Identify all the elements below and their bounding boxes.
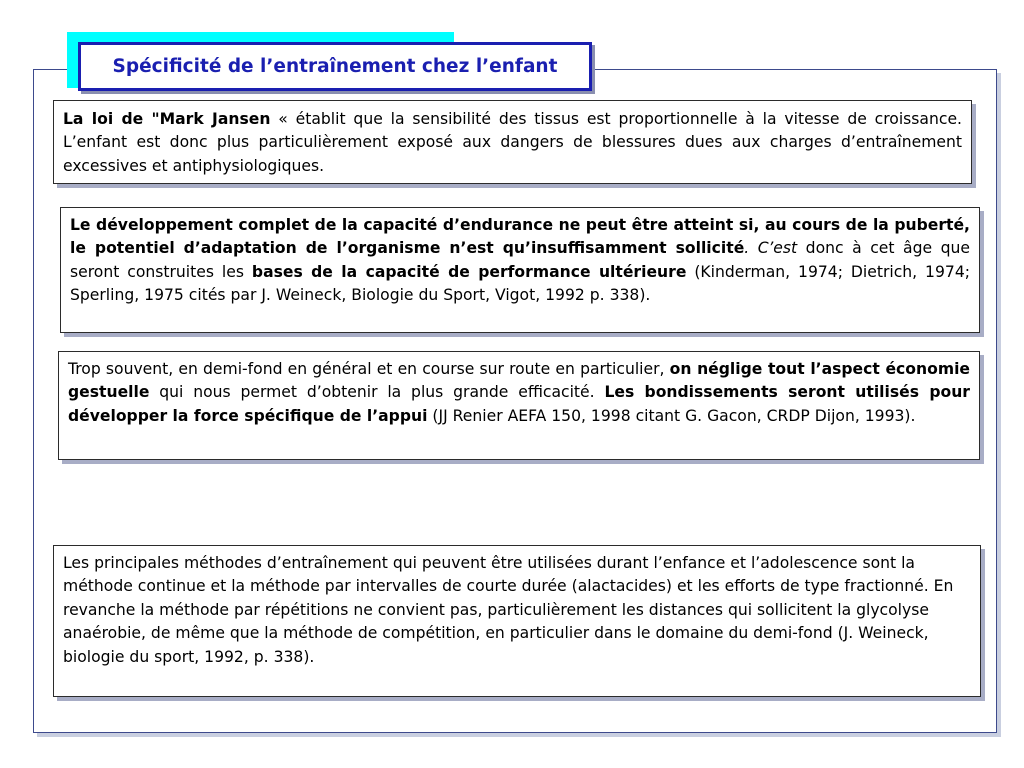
box3-text-3: (JJ Renier AEFA 150, 1998 citant G. Gacon, CRDP Dijon, 1993). <box>427 406 916 425</box>
box2-text-1: donc à cet âge que seront construites les <box>70 239 970 281</box>
text-box-mark-jansen <box>53 100 972 184</box>
box1-bold: La loi de "Mark Jansen <box>63 110 271 128</box>
box3-text-2: qui nous permet d’obtenir la plus grande efficacité. <box>149 383 605 402</box>
title-box <box>78 42 592 91</box>
box2-text-2: (Kinderman, 1974; Dietrich, 1974; Sperling, 1975 cités par J. Weineck, Biologie du Sport, Vigot, 1992 p. 338). <box>70 262 970 305</box>
text-box-endurance <box>60 207 980 333</box>
box2-bold-1: Le développement complet de la capacité d’endurance ne peut être atteint si, au cours de la puberté, le potentiel d’adaptation de l’organisme n’est qu’insuffisamment sollicité <box>70 216 970 258</box>
text-box-methodes <box>53 545 981 697</box>
box3-bold-1: on néglige tout l’aspect économie gestuelle <box>68 360 970 402</box>
slide-title: Spécificité de l’entraînement chez l’enfant <box>112 56 558 77</box>
text-box-demi-fond <box>58 351 980 460</box>
box4-text: Les principales méthodes d’entraînement qui peuvent être utilisées durant l’enfance et l’adolescence sont la méthode continue et la méthode par intervalles de courte durée (alactacides) et les efforts de type fractionné. En revanche la méthode par répétitions ne convient pas, particulièrement les distances qui sollicitent la glycolyse anaérobie, de même que la méthode de compétition, en particulier dans le domaine du demi-fond (J. Weineck, biologie du sport, 1992, p. 338). <box>63 554 954 666</box>
box1-text: « établit que la sensibilité des tissus est proportionnelle à la vitesse de croissance. L’enfant est donc plus particulièrement exposé aux dangers de blessures dues aux charges d’entraînement excessives et antiphysiologiques. <box>63 110 962 175</box>
box3-bold-2: Les bondissements seront utilisés pour développer la force spécifique de l’appui <box>68 383 970 425</box>
box2-italic: . C’est <box>744 239 798 258</box>
box3-text-1: Trop souvent, en demi-fond en général et en course sur route en particulier, <box>68 360 670 378</box>
box2-bold-2: bases de la capacité de performance ultérieure <box>251 262 687 281</box>
